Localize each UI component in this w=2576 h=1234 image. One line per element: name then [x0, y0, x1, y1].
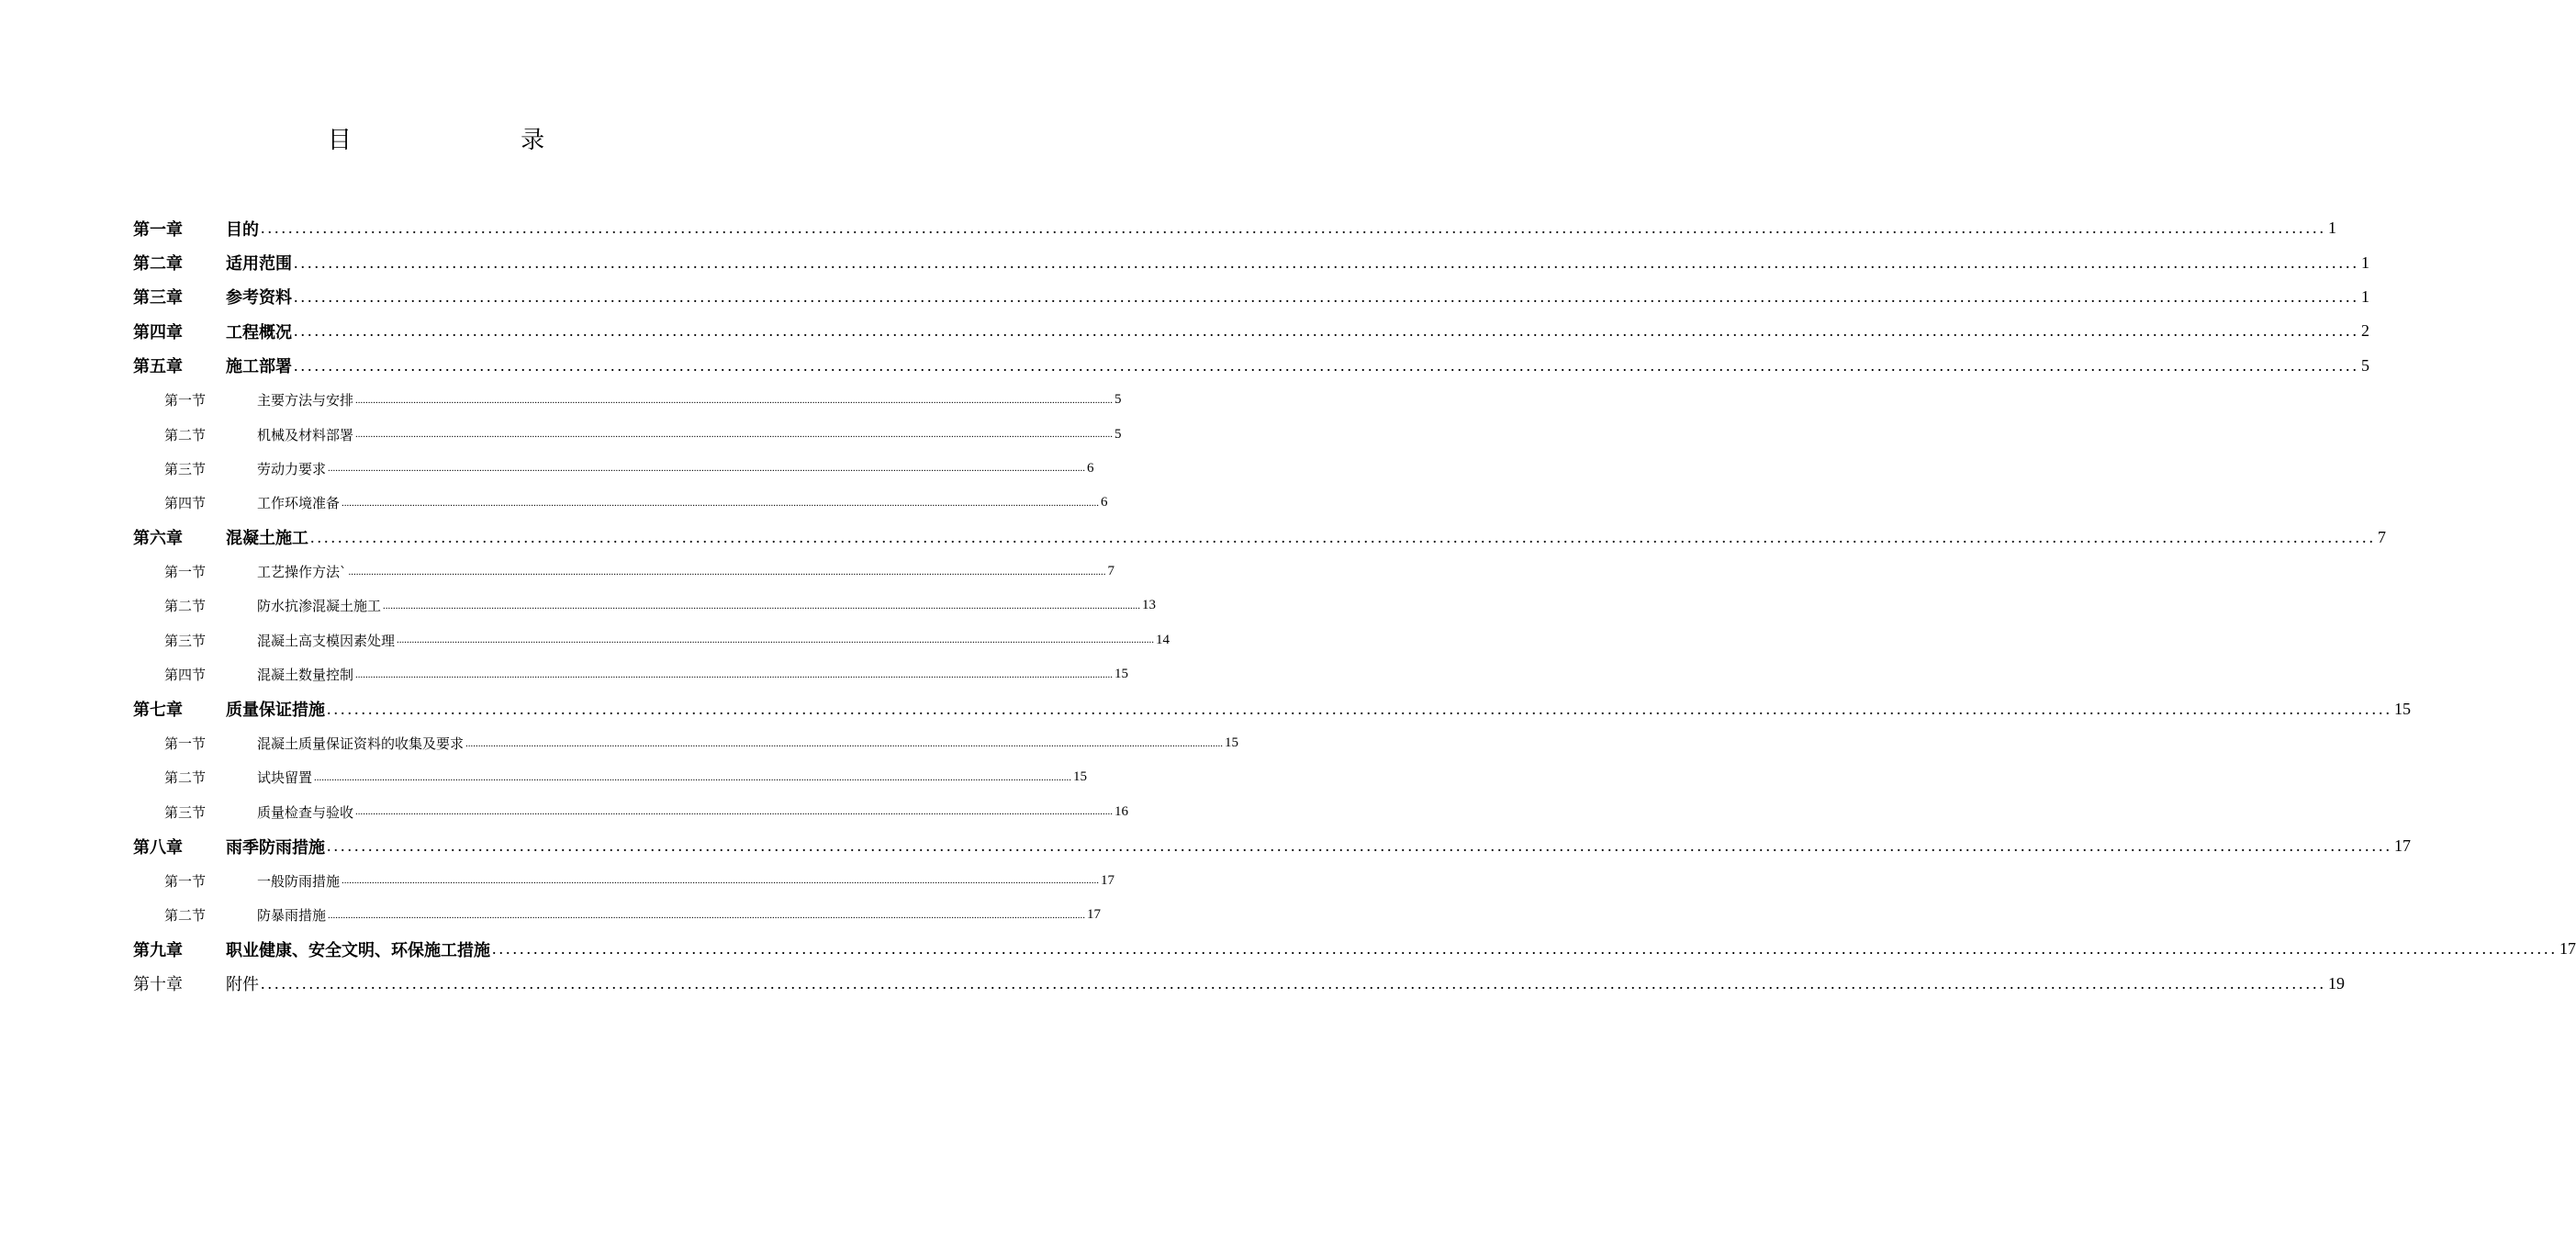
toc-leader-dots: ............................................................................................................................................................................................................................................................................................................	[328, 909, 1086, 921]
toc-section-entry[interactable]	[133, 589, 1157, 623]
toc-page-number: 15	[1225, 735, 1239, 751]
toc-entry-title: 职业健康、安全文明、环保施工措施	[226, 940, 490, 960]
toc-section-entry[interactable]	[133, 417, 1122, 451]
toc-page-number: 19	[2328, 973, 2345, 993]
page-title: 目 录	[327, 127, 626, 154]
toc-entry-number: 第一节	[164, 564, 207, 581]
table-of-contents	[133, 211, 2576, 1001]
toc-entry-title: 防水抗渗混凝土施工	[257, 598, 382, 615]
toc-leader-dots: ............................................................................................................................................................................................................................................................................................................	[294, 286, 2359, 306]
toc-entry-number: 第八章	[133, 837, 183, 858]
toc-section-entry[interactable]	[133, 555, 1115, 589]
toc-leader-dots: ............................................................................................................................................................................................................................................................................................................	[327, 699, 2392, 718]
toc-chapter-entry[interactable]	[133, 314, 2369, 348]
toc-entry-number: 第一章	[133, 219, 183, 240]
toc-entry-number: 第四章	[133, 322, 183, 342]
toc-leader-dots: ............................................................................................................................................................................................................................................................................................................	[294, 252, 2359, 272]
toc-entry-number: 第三节	[164, 632, 207, 649]
toc-page-number: 2	[2361, 321, 2369, 341]
toc-leader-dots: ............................................................................................................................................................................................................................................................................................................	[294, 321, 2359, 341]
toc-section-entry[interactable]	[133, 863, 1115, 897]
toc-entry-number: 第二节	[164, 769, 207, 787]
toc-entry-number: 第七章	[133, 701, 183, 721]
toc-page-number: 6	[1087, 460, 1094, 476]
toc-leader-dots: ............................................................................................................................................................................................................................................................................................................	[294, 355, 2359, 375]
toc-leader-dots: ............................................................................................................................................................................................................................................................................................................	[355, 394, 1114, 406]
toc-entry-number: 第四节	[164, 667, 207, 684]
toc-leader-dots: ............................................................................................................................................................................................................................................................................................................	[465, 737, 1224, 749]
toc-leader-dots: ............................................................................................................................................................................................................................................................................................................	[342, 875, 1100, 887]
toc-leader-dots: ............................................................................................................................................................................................................................................................................................................	[327, 836, 2392, 856]
toc-entry-number: 第九章	[133, 940, 183, 960]
toc-page-number: 5	[1114, 426, 1122, 442]
toc-section-entry[interactable]	[133, 898, 1102, 932]
toc-page-number: 15	[1073, 769, 1088, 785]
toc-entry-number: 第四节	[164, 495, 207, 512]
toc-entry-title: 主要方法与安排	[257, 392, 354, 409]
toc-entry-title: 工程概况	[226, 322, 292, 342]
toc-page-number: 1	[2361, 286, 2369, 306]
toc-page-number: 15	[2394, 699, 2411, 718]
toc-page-number: 7	[2378, 527, 2386, 546]
toc-leader-dots: ............................................................................................................................................................................................................................................................................................................	[261, 219, 2326, 238]
toc-page-number: 17	[2559, 939, 2576, 959]
toc-leader-dots: ............................................................................................................................................................................................................................................................................................................	[348, 566, 1106, 578]
toc-section-entry[interactable]	[133, 726, 1239, 760]
toc-entry-number: 第十章	[133, 975, 183, 995]
toc-chapter-entry[interactable]	[133, 521, 2386, 555]
toc-page-number: 1	[2361, 252, 2369, 272]
toc-leader-dots: ............................................................................................................................................................................................................................................................................................................	[397, 634, 1155, 646]
toc-entry-number: 第三节	[164, 460, 207, 477]
toc-page-number: 14	[1156, 632, 1170, 647]
toc-page-number: 13	[1142, 598, 1157, 613]
toc-chapter-entry[interactable]	[133, 967, 2345, 1001]
toc-page-number: 6	[1101, 495, 1108, 510]
toc-entry-number: 第三节	[164, 803, 207, 821]
toc-entry-title: 附件	[226, 975, 259, 995]
toc-page-number: 16	[1114, 803, 1129, 819]
toc-section-entry[interactable]	[133, 486, 1108, 520]
toc-leader-dots: ............................................................................................................................................................................................................................................................................................................	[342, 497, 1100, 509]
toc-chapter-entry[interactable]	[133, 245, 2369, 279]
toc-section-entry[interactable]	[133, 383, 1122, 417]
toc-entry-number: 第二节	[164, 907, 207, 924]
toc-entry-number: 第一节	[164, 735, 207, 753]
toc-chapter-entry[interactable]	[133, 349, 2369, 383]
toc-page-number: 1	[2328, 219, 2336, 238]
toc-page-number: 17	[1087, 907, 1102, 922]
toc-entry-title: 雨季防雨措施	[226, 837, 325, 858]
toc-section-entry[interactable]	[133, 657, 1129, 691]
toc-entry-title: 机械及材料部署	[257, 426, 354, 443]
toc-section-entry[interactable]	[133, 795, 1129, 829]
toc-section-entry[interactable]	[133, 452, 1094, 486]
toc-page-number: 15	[1114, 667, 1129, 682]
toc-leader-dots: ............................................................................................................................................................................................................................................................................................................	[492, 939, 2558, 959]
toc-entry-number: 第二节	[164, 426, 207, 443]
toc-entry-number: 第五章	[133, 357, 183, 377]
toc-leader-dots: ............................................................................................................................................................................................................................................................................................................	[355, 668, 1114, 680]
toc-entry-number: 第一节	[164, 872, 207, 890]
toc-entry-title: 混凝土数量控制	[257, 667, 354, 684]
toc-entry-title: 混凝土高支模因素处理	[257, 632, 396, 649]
toc-entry-number: 第六章	[133, 529, 183, 549]
toc-leader-dots: ............................................................................................................................................................................................................................................................................................................	[328, 463, 1086, 475]
toc-entry-title: 混凝土施工	[226, 529, 308, 549]
toc-entry-title: 混凝土质量保证资料的收集及要求	[257, 735, 465, 753]
toc-entry-title: 防暴雨措施	[257, 907, 327, 924]
toc-page-number: 17	[1101, 872, 1115, 888]
toc-chapter-entry[interactable]	[133, 211, 2336, 245]
toc-chapter-entry[interactable]	[133, 829, 2411, 863]
toc-section-entry[interactable]	[133, 623, 1170, 657]
toc-page-number: 5	[2361, 355, 2369, 375]
toc-leader-dots: ............................................................................................................................................................................................................................................................................................................	[383, 600, 1141, 611]
toc-page-number: 7	[1107, 564, 1115, 579]
toc-entry-title: 试块留置	[257, 769, 313, 787]
toc-entry-title: 施工部署	[226, 357, 292, 377]
toc-entry-title: 质量检查与验收	[257, 803, 354, 821]
toc-entry-title: 适用范围	[226, 254, 292, 275]
toc-page-number: 5	[1114, 392, 1122, 408]
toc-chapter-entry[interactable]	[133, 280, 2369, 314]
toc-page-number: 17	[2394, 836, 2411, 856]
toc-chapter-entry[interactable]	[133, 932, 2576, 966]
toc-leader-dots: ............................................................................................................................................................................................................................................................................................................	[355, 806, 1114, 818]
toc-entry-number: 第三章	[133, 288, 183, 308]
toc-entry-number: 第二节	[164, 598, 207, 615]
toc-chapter-entry[interactable]	[133, 691, 2411, 725]
toc-leader-dots: ............................................................................................................................................................................................................................................................................................................	[310, 527, 2376, 546]
toc-entry-title: 工作环境准备	[257, 495, 341, 512]
toc-entry-title: 参考资料	[226, 288, 292, 308]
toc-entry-title: 目的	[226, 219, 259, 240]
toc-entry-title: 工艺操作方法`	[257, 564, 347, 581]
toc-leader-dots: ............................................................................................................................................................................................................................................................................................................	[355, 429, 1114, 441]
toc-entry-number: 第一节	[164, 392, 207, 409]
toc-leader-dots: ............................................................................................................................................................................................................................................................................................................	[314, 771, 1072, 783]
toc-entry-title: 劳动力要求	[257, 460, 327, 477]
toc-entry-number: 第二章	[133, 254, 183, 275]
toc-section-entry[interactable]	[133, 760, 1088, 794]
toc-leader-dots: ............................................................................................................................................................................................................................................................................................................	[261, 973, 2326, 993]
toc-entry-title: 一般防雨措施	[257, 872, 341, 890]
toc-entry-title: 质量保证措施	[226, 701, 325, 721]
